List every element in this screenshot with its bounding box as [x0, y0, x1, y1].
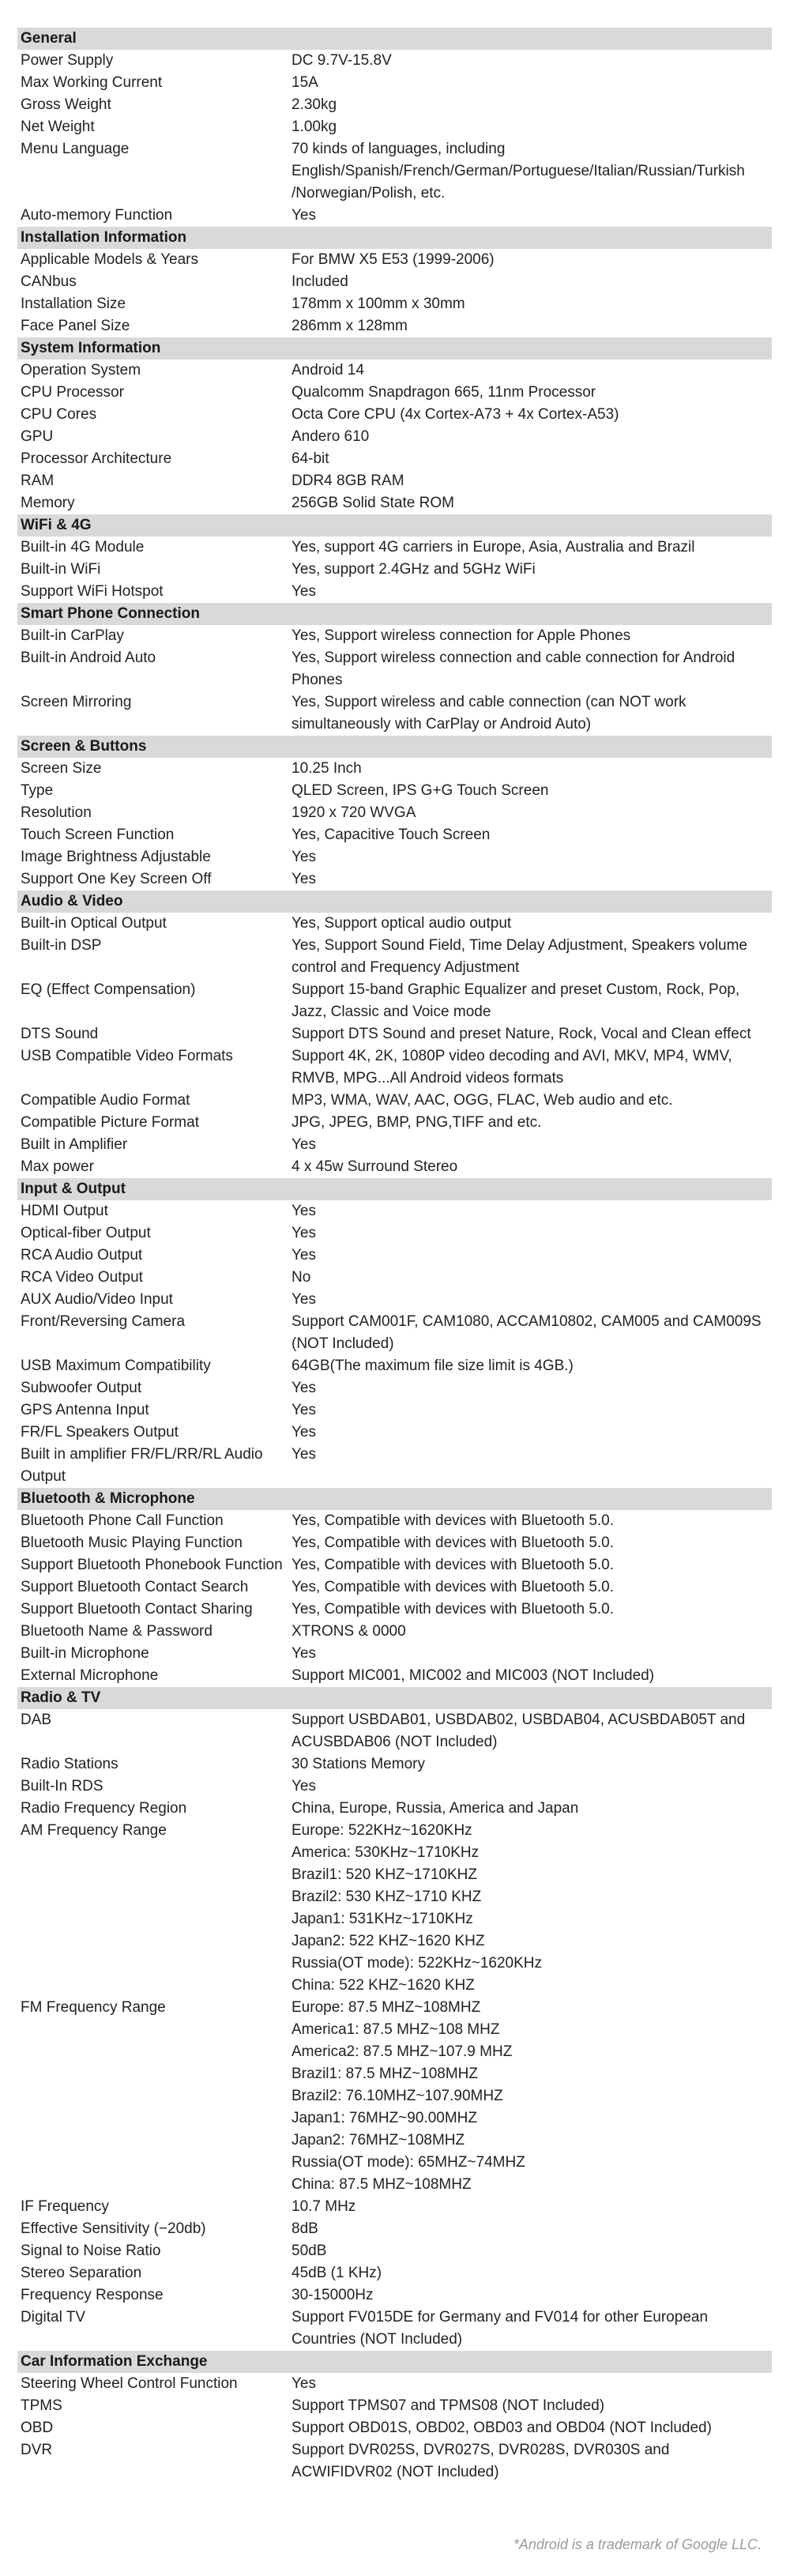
spec-label: Applicable Models & Years	[21, 251, 198, 268]
spec-row	[17, 1245, 772, 1267]
spec-label: Compatible Audio Format	[21, 1092, 190, 1109]
spec-label: Menu Language	[21, 141, 130, 157]
spec-row	[17, 1112, 772, 1134]
spec-value: Yes	[292, 1136, 316, 1153]
spec-value: Qualcomm Snapdragon 665, 11nm Processor	[292, 384, 596, 401]
spec-row	[17, 1222, 772, 1245]
spec-label: Processor Architecture	[21, 450, 172, 467]
spec-label: Subwoofer Output	[21, 1380, 142, 1396]
spec-row	[17, 537, 772, 559]
spec-row	[17, 2218, 772, 2240]
spec-value: Yes	[292, 1291, 316, 1308]
spec-row	[17, 2395, 772, 2417]
spec-value: 4 x 45w Surround Stereo	[292, 1158, 458, 1175]
spec-row	[17, 2439, 772, 2484]
spec-row	[17, 559, 772, 581]
spec-value: Yes, Support wireless connection for Apple Phones	[292, 627, 631, 644]
spec-value: Support DVR025S, DVR027S, DVR028S, DVR030S and ACWIFIDVR02 (NOT Included)	[292, 2442, 670, 2480]
spec-value: Yes	[292, 1247, 316, 1264]
spec-value: Yes, Compatible with devices with Bluetooth 5.0.	[292, 1512, 615, 1529]
spec-label: CPU Processor	[21, 384, 124, 401]
spec-value: Support FV015DE for Germany and FV014 for other European Countries (NOT Included)	[292, 2309, 709, 2348]
spec-label: Built in amplifier FR/FL/RR/RL Audio Output	[21, 1446, 263, 1485]
spec-value: Support OBD01S, OBD02, OBD03 and OBD04 (NOT Included)	[292, 2420, 712, 2436]
spec-value: 286mm x 128mm	[292, 318, 408, 334]
spec-label: AUX Audio/Video Input	[21, 1291, 173, 1308]
spec-row	[17, 2284, 772, 2307]
spec-row	[17, 2417, 772, 2439]
spec-row	[17, 205, 772, 227]
spec-row	[17, 1554, 772, 1576]
spec-row	[17, 1311, 772, 1355]
spec-label: External Microphone	[21, 1667, 159, 1684]
spec-value: QLED Screen, IPS G+G Touch Screen	[292, 782, 549, 799]
spec-row	[17, 913, 772, 935]
spec-row	[17, 1156, 772, 1178]
spec-label: Image Brightness Adjustable	[21, 849, 211, 865]
spec-row	[17, 1576, 772, 1599]
section-header: Smart Phone Connection	[17, 603, 772, 625]
spec-value: Yes, support 2.4GHz and 5GHz WiFi	[292, 561, 536, 578]
spec-label: Support Bluetooth Contact Sharing	[21, 1601, 253, 1618]
spec-row	[17, 758, 772, 780]
spec-row	[17, 1444, 772, 1488]
spec-row	[17, 979, 772, 1023]
spec-label: Installation Size	[21, 296, 126, 312]
spec-value: 178mm x 100mm x 30mm	[292, 296, 465, 312]
spec-value: 15A	[292, 74, 318, 91]
spec-row	[17, 492, 772, 514]
spec-label: Bluetooth Phone Call Function	[21, 1512, 224, 1529]
spec-value: China, Europe, Russia, America and Japan	[292, 1800, 579, 1817]
spec-label: Built in Amplifier	[21, 1136, 128, 1153]
spec-row	[17, 1798, 772, 1820]
spec-row	[17, 1820, 772, 1997]
spec-row	[17, 868, 772, 891]
spec-value: Yes, Support optical audio output	[292, 915, 512, 932]
spec-row	[17, 691, 772, 736]
spec-value: Support 4K, 2K, 1080P video decoding and AVI, MKV, MP4, WMV, RMVB, MPG...All Android videos formats	[292, 1048, 732, 1087]
spec-label: EQ (Effect Compensation)	[21, 981, 196, 998]
spec-row	[17, 94, 772, 116]
spec-value: DDR4 8GB RAM	[292, 473, 404, 489]
spec-label: FM Frequency Range	[21, 1999, 166, 2016]
spec-row	[17, 470, 772, 492]
spec-value: Yes, Support wireless and cable connection (can NOT work simultaneously with CarPlay or Android Auto)	[292, 694, 687, 733]
spec-value: Yes, Compatible with devices with Bluetooth 5.0.	[292, 1579, 615, 1595]
spec-value: Yes, Support wireless connection and cable connection for Android Phones	[292, 650, 735, 688]
spec-label: Effective Sensitivity (−20db)	[21, 2220, 206, 2237]
spec-label: Built-in Optical Output	[21, 915, 167, 932]
spec-label: IF Frequency	[21, 2198, 109, 2215]
spec-value: Yes, Compatible with devices with Bluetooth 5.0.	[292, 1535, 615, 1551]
spec-label: Max Working Current	[21, 74, 163, 91]
spec-value: Yes	[292, 871, 316, 887]
spec-label: Screen Size	[21, 760, 102, 777]
spec-row	[17, 780, 772, 802]
spec-row	[17, 2196, 772, 2218]
spec-value: Yes	[292, 1402, 316, 1418]
spec-value: 2.30kg	[292, 96, 337, 113]
spec-value: 1920 x 720 WVGA	[292, 804, 416, 821]
spec-value: Europe: 87.5 MHZ~108MHZ America1: 87.5 MHZ~108 MHZ America2: 87.5 MHZ~107.9 MHZ Brazil1: 87.5 MHZ~108MHZ Brazil2: 76.10MHZ~107.90MHZ Japan1: 76MHZ~90.00MHZ Japan2: 76MHZ~108MHZ Russia(OT mode): 65MHZ~74MHZ China: 87.5 MHZ~108MHZ	[292, 1999, 525, 2193]
spec-row	[17, 138, 772, 205]
spec-label: Front/Reversing Camera	[21, 1313, 186, 1330]
spec-label: Digital TV	[21, 2309, 86, 2326]
spec-value: 10.25 Inch	[292, 760, 362, 777]
spec-label: USB Compatible Video Formats	[21, 1048, 233, 1064]
spec-label: Screen Mirroring	[21, 694, 132, 710]
spec-label: RCA Audio Output	[21, 1247, 143, 1264]
spec-value: Yes	[292, 1645, 316, 1662]
section-header: Screen & Buttons	[17, 736, 772, 758]
spec-row	[17, 72, 772, 94]
spec-label: Built-in 4G Module	[21, 539, 145, 555]
spec-label: Built-in Microphone	[21, 1645, 149, 1662]
spec-label: Support Bluetooth Contact Search	[21, 1579, 249, 1595]
spec-value: 10.7 MHz	[292, 2198, 356, 2215]
spec-label: RCA Video Output	[21, 1269, 143, 1286]
spec-row	[17, 1776, 772, 1798]
spec-row	[17, 1090, 772, 1112]
spec-label: Signal to Noise Ratio	[21, 2243, 161, 2259]
spec-value: Yes	[292, 2375, 316, 2392]
spec-value: Yes	[292, 1446, 316, 1463]
spec-value: JPG, JPEG, BMP, PNG,TIFF and etc.	[292, 1114, 542, 1131]
spec-label: Built-in Android Auto	[21, 650, 156, 666]
spec-row	[17, 625, 772, 647]
spec-label: Bluetooth Music Playing Function	[21, 1535, 243, 1551]
section-header: Audio & Video	[17, 891, 772, 913]
spec-label: Built-in WiFi	[21, 561, 101, 578]
spec-value: Yes	[292, 1380, 316, 1396]
spec-value: 45dB (1 KHz)	[292, 2265, 382, 2281]
spec-row	[17, 2307, 772, 2351]
spec-value: Yes, Capacitive Touch Screen	[292, 827, 491, 843]
spec-row	[17, 824, 772, 846]
spec-label: Radio Stations	[21, 1756, 118, 1772]
spec-row	[17, 1599, 772, 1621]
spec-row	[17, 1621, 772, 1643]
spec-row	[17, 116, 772, 138]
spec-label: Stereo Separation	[21, 2265, 142, 2281]
spec-row	[17, 1200, 772, 1222]
section-header: WiFi & 4G	[17, 514, 772, 537]
spec-label: Resolution	[21, 804, 92, 821]
spec-row	[17, 581, 772, 603]
spec-row	[17, 1665, 772, 1687]
spec-value: For BMW X5 E53 (1999-2006)	[292, 251, 495, 268]
spec-value: Yes, support 4G carriers in Europe, Asia, Australia and Brazil	[292, 539, 695, 555]
spec-value: Support DTS Sound and preset Nature, Rock, Vocal and Clean effect	[292, 1026, 751, 1042]
spec-label: Auto-memory Function	[21, 207, 173, 224]
spec-value: Support USBDAB01, USBDAB02, USBDAB04, ACUSBDAB05T and ACUSBDAB06 (NOT Included)	[292, 1712, 746, 1750]
spec-row	[17, 426, 772, 448]
spec-label: DTS Sound	[21, 1026, 99, 1042]
spec-label: Power Supply	[21, 52, 114, 69]
spec-value: Yes	[292, 207, 316, 224]
spec-row	[17, 935, 772, 979]
spec-row	[17, 2262, 772, 2284]
spec-value: DC 9.7V-15.8V	[292, 52, 392, 69]
spec-row	[17, 1510, 772, 1532]
spec-row	[17, 382, 772, 404]
spec-value: Support CAM001F, CAM1080, ACCAM10802, CAM005 and CAM009S (NOT Included)	[292, 1313, 762, 1352]
spec-label: RAM	[21, 473, 55, 489]
spec-value: XTRONS & 0000	[292, 1623, 406, 1640]
spec-value: Octa Core CPU (4x Cortex-A73 + 4x Cortex-A53)	[292, 406, 619, 423]
spec-label: Net Weight	[21, 119, 95, 135]
spec-label: USB Maximum Compatibility	[21, 1358, 211, 1374]
spec-row	[17, 315, 772, 337]
spec-row	[17, 293, 772, 315]
spec-label: Gross Weight	[21, 96, 111, 113]
spec-row	[17, 1422, 772, 1444]
spec-label: Type	[21, 782, 54, 799]
spec-label: CPU Cores	[21, 406, 97, 423]
spec-row	[17, 1709, 772, 1753]
spec-value: Yes	[292, 849, 316, 865]
spec-value: Support TPMS07 and TPMS08 (NOT Included)	[292, 2397, 605, 2414]
spec-row	[17, 1134, 772, 1156]
spec-value: Support MIC001, MIC002 and MIC003 (NOT Included)	[292, 1667, 655, 1684]
spec-label: Face Panel Size	[21, 318, 130, 334]
spec-row	[17, 1997, 772, 2196]
spec-label: Support One Key Screen Off	[21, 871, 212, 887]
spec-value: Yes, Support Sound Field, Time Delay Adjustment, Speakers volume control and Frequency Adjustment	[292, 937, 747, 976]
spec-label: CANbus	[21, 273, 77, 290]
spec-row	[17, 1045, 772, 1090]
spec-value: Yes	[292, 583, 316, 600]
section-header: System Information	[17, 337, 772, 360]
spec-value: No	[292, 1269, 311, 1286]
spec-label: GPU	[21, 428, 54, 445]
spec-row	[17, 846, 772, 868]
section-header: Radio & TV	[17, 1687, 772, 1709]
trademark-footnote: *Android is a trademark of Google LLC.	[513, 2536, 762, 2552]
spec-value: MP3, WMA, WAV, AAC, OGG, FLAC, Web audio and etc.	[292, 1092, 673, 1109]
spec-value: Included	[292, 273, 348, 290]
spec-label: HDMI Output	[21, 1203, 108, 1219]
spec-value: 30-15000Hz	[292, 2287, 374, 2303]
spec-row	[17, 1753, 772, 1776]
spec-value: 1.00kg	[292, 119, 337, 135]
spec-label: FR/FL Speakers Output	[21, 1424, 179, 1441]
section-header: Car Information Exchange	[17, 2351, 772, 2373]
spec-row	[17, 1532, 772, 1554]
spec-value: 64GB(The maximum file size limit is 4GB.)	[292, 1358, 574, 1374]
section-header: Installation Information	[17, 227, 772, 249]
spec-value: Yes	[292, 1778, 316, 1795]
spec-label: DVR	[21, 2442, 53, 2458]
spec-value: Yes	[292, 1424, 316, 1441]
spec-label: Support Bluetooth Phonebook Function	[21, 1557, 283, 1573]
spec-value: Yes, Compatible with devices with Bluetooth 5.0.	[292, 1557, 615, 1573]
spec-row	[17, 249, 772, 271]
spec-row	[17, 1399, 772, 1422]
spec-value: 256GB Solid State ROM	[292, 495, 454, 511]
spec-label: Touch Screen Function	[21, 827, 175, 843]
spec-label: Built-in DSP	[21, 937, 102, 954]
spec-label: Support WiFi Hotspot	[21, 583, 164, 600]
spec-row	[17, 448, 772, 470]
spec-row	[17, 647, 772, 691]
spec-row	[17, 1355, 772, 1377]
spec-value: Andero 610	[292, 428, 370, 445]
spec-value: 30 Stations Memory	[292, 1756, 425, 1772]
section-header: General	[17, 28, 772, 50]
spec-label: GPS Antenna Input	[21, 1402, 149, 1418]
spec-value: Yes, Compatible with devices with Bluetooth 5.0.	[292, 1601, 615, 1618]
spec-row	[17, 50, 772, 72]
spec-row	[17, 2240, 772, 2262]
spec-value: Europe: 522KHz~1620KHz America: 530KHz~1710KHz Brazil1: 520 KHZ~1710KHZ Brazil2: 530 KHZ~1710 KHZ Japan1: 531KHz~1710KHz Japan2: 522 KHZ~1620 KHZ Russia(OT mode): 522KHz~1620KHz China: 522 KHZ~1620 KHZ	[292, 1822, 542, 1994]
spec-row	[17, 2373, 772, 2395]
spec-table	[17, 28, 772, 2484]
spec-row	[17, 802, 772, 824]
spec-label: Optical-fiber Output	[21, 1225, 151, 1241]
spec-label: Operation System	[21, 362, 141, 378]
spec-label: Bluetooth Name & Password	[21, 1623, 213, 1640]
spec-label: TPMS	[21, 2397, 62, 2414]
spec-label: Built-in CarPlay	[21, 627, 124, 644]
spec-value: 64-bit	[292, 450, 329, 467]
section-header: Bluetooth & Microphone	[17, 1488, 772, 1510]
spec-row	[17, 1643, 772, 1665]
spec-label: Max power	[21, 1158, 94, 1175]
spec-label: OBD	[21, 2420, 54, 2436]
spec-label: DAB	[21, 1712, 52, 1728]
spec-row	[17, 404, 772, 426]
section-header: Input & Output	[17, 1178, 772, 1200]
spec-value: 50dB	[292, 2243, 327, 2259]
spec-label: Radio Frequency Region	[21, 1800, 187, 1817]
spec-label: Built-In RDS	[21, 1778, 103, 1795]
spec-row	[17, 360, 772, 382]
spec-value: Yes	[292, 1203, 316, 1219]
spec-row	[17, 271, 772, 293]
spec-label: AM Frequency Range	[21, 1822, 167, 1839]
spec-value: 8dB	[292, 2220, 318, 2237]
spec-label: Frequency Response	[21, 2287, 164, 2303]
spec-row	[17, 1377, 772, 1399]
spec-label: Memory	[21, 495, 75, 511]
spec-row	[17, 1267, 772, 1289]
spec-value: Android 14	[292, 362, 364, 378]
spec-label: Steering Wheel Control Function	[21, 2375, 238, 2392]
spec-value: Yes	[292, 1225, 316, 1241]
spec-row	[17, 1289, 772, 1311]
spec-label: Compatible Picture Format	[21, 1114, 199, 1131]
spec-value: Support 15-band Graphic Equalizer and preset Custom, Rock, Pop, Jazz, Classic and Voice mode	[292, 981, 740, 1020]
spec-value: 70 kinds of languages, including English/Spanish/French/German/Portuguese/Italian/Russian/Turkish /Norwegian/Polish, etc.	[292, 141, 745, 201]
spec-row	[17, 1023, 772, 1045]
